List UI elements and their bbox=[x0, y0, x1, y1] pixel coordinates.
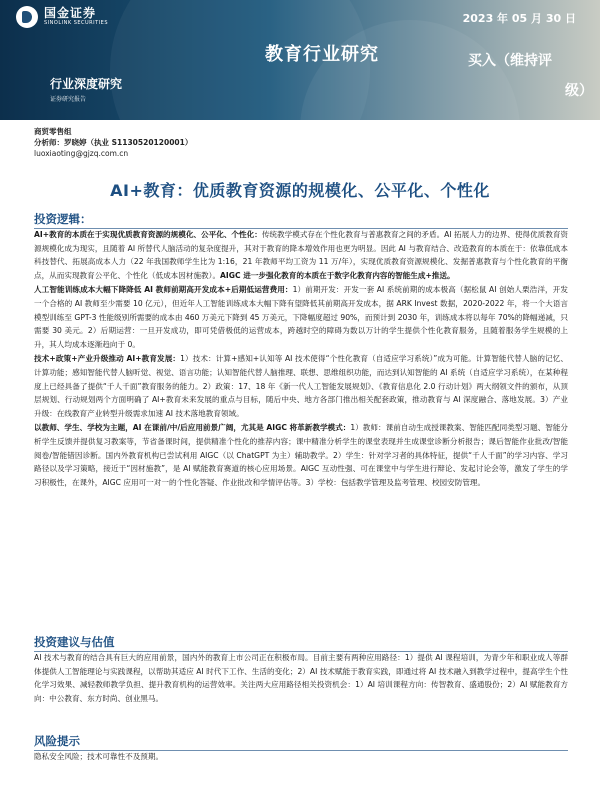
analyst-team: 商贸零售组 bbox=[34, 127, 72, 136]
report-title: 教育行业研究 bbox=[265, 44, 379, 65]
paragraph-text: 传统教学模式存在个性化教育与普惠教育之间的矛盾。AI 拓展人力的边界、使得优质教育资源规模化成为现实，且随着 AI 所替代人脑活动的复杂度提升，其对于教育的降本增效作用也更为明显。因此 AI 与教育结合、改造教育的本质在于：依靠低成本科技替代、拓展高成本人力（22 年我国教师学生比为 1:16，21 年教师平均工资为 11 万/年），实现优质教育资源规模化、发掘普惠教育与个性化教育的平衡点，从而实现教育公平化、个性化（低成本因材施教）。 bbox=[34, 230, 569, 280]
logo-icon bbox=[16, 6, 38, 28]
paragraph: 隐私安全风险；技术可靠性不及预期。 bbox=[34, 752, 164, 761]
logo-name-cn: 国金证券 bbox=[44, 6, 97, 20]
paragraph-lead: 技术+政策+产业升级推动 AI+教育发展： bbox=[34, 354, 181, 364]
rating-line-2: 级） bbox=[565, 83, 593, 99]
paragraph-lead: 以教师、学生、学校为主题，AI 在课前/中/后应用前景广阔，尤其是 AIGC 将革新教学模式： bbox=[34, 423, 351, 433]
analyst-block bbox=[34, 126, 192, 159]
section-title-advice: 投资建议与估值 bbox=[34, 634, 568, 652]
report-subtype: 证券研究报告 bbox=[50, 96, 87, 103]
company-logo bbox=[16, 6, 108, 28]
section-title-risk: 风险提示 bbox=[34, 733, 568, 751]
rating bbox=[468, 46, 593, 106]
rating-line-1: 买入（维持评 bbox=[468, 53, 552, 69]
report-date: 2023 年 05 月 30 日 bbox=[462, 12, 576, 25]
report-header bbox=[0, 0, 600, 120]
paragraph bbox=[34, 228, 568, 282]
paragraph bbox=[34, 352, 568, 420]
analyst-name: 分析师：罗晓婷（执业 S1130520120001） bbox=[34, 138, 193, 147]
paragraph-text: 1）教师：课前自动生成授课教案、智能匹配同类型习题、智能分析学生反馈并提供复习教案等，节省备课时间，提供精准个性化的推荐内容；课中精准分析学生的课堂表现并生成课堂诊断分析报告；课后智能作业批改/智能阅卷/智能错因诊断。国内外教育机构已尝试利用 AIGC（以 ChatGPT 为主）辅助教学。2）学生：针对学习者的具体特征，提供“千人千面”的学习内容、学习路径以及学习策略，接近于“因材施教”，是 AI 赋能教育赛道的核心应用场景。AIGC 互动性强、可在课堂中与学生进行辩论、发起讨论会等，激发了学生的学习积极性，在课外，AIGC 应用可一对一的个性化答疑、作业批改和学情评估等。3）学校：包括教学管理及监考管理、校园安防管理。 bbox=[34, 423, 569, 487]
section-title-logic: 投资逻辑： bbox=[34, 211, 568, 229]
paragraph: AI 技术与教育的结合具有巨大的应用前景，国内外的教育上市公司正在积极布局。目前主要有两种应用路径：1）提供 AI 课程培训，为青少年和职业成人等群体提供人工智能理论与实践课程，以帮助其适应 AI 时代下工作、生活的变化；2）AI 技术赋能于教育实践，即通过将 AI 技术融入到教学过程中，提高学生个性化学习效果、减轻教师教学负担、提升教育机构的运营效率。关注两大应用路径相关投资机会：1）AI 培训课程方向：传智教育、盛通股份；2）AI 赋能教育方向：中公教育、东方时尚、创业黑马。 bbox=[34, 653, 568, 703]
logo-name-en: SINOLINK SECURITIES bbox=[44, 20, 108, 26]
paragraph bbox=[34, 421, 568, 489]
section-body-advice bbox=[34, 651, 568, 706]
paragraph-text: 1）技术：计算+感知+认知等 AI 技术使得“个性化教育（自适应学习系统）”成为可能。计算智能代替人脑的记忆、计算功能；感知智能代替人脑听觉、视觉、语言功能；认知智能代替人脑推理、联想、思维组织功能，而达到认知智能的 AI 系统（自适应学习系统），在某种程度上已经具备了提供“千人千面”教育服务的能力。2）政策：17、18 年《新一代人工智能发展规划》、《教育信息化 2.0 行动计划》两大纲领文件的颁布，从顶层规划、行动规划两个方面明确了 AI+教育未来发展的重点与目标，随后中央、地方各部门推出相关配套政策，推动教育与 AI 深度融合、落地发展。3）产业升级：在线教育产业转型升级需求加速 AI 技术落地教育领域。 bbox=[34, 354, 568, 418]
report-headline: AI+教育：优质教育资源的规模化、公平化、个性化 bbox=[110, 181, 490, 200]
section-body-risk bbox=[34, 750, 568, 765]
paragraph-tail: AIGC 进一步强化教育的本质在于数字化教育内容的智能生成+推送。 bbox=[220, 270, 455, 280]
paragraph bbox=[34, 283, 568, 351]
report-type: 行业深度研究 bbox=[50, 77, 123, 91]
paragraph-lead: 人工智能训练成本大幅下降降低 AI 教师前期高开发成本+后期低运营费用： bbox=[34, 285, 293, 295]
section-body-logic bbox=[34, 228, 568, 490]
analyst-email[interactable]: luoxiaoting@gjzq.com.cn bbox=[34, 149, 129, 158]
paragraph-lead: AI+教育的本质在于实现优质教育资源的规模化、公平化、个性化： bbox=[34, 230, 262, 239]
paragraph-text: 1）前期开发：开发一套 AI 系统前期的成本极高（据松鼠 AI 创始人栗浩洋，开发一个合格的 AI 教师至少需要 10 亿元），但近年人工智能训练成本大幅下降有望降低其前期高开发成本，据 ARK Invest 数据，2020-2022 年，将一个大语言模型训练至 GPT-3 性能级别所需要的成本由 460 万美元下降到 45 万美元，下降幅度超过 90%，而预计到 2030 年，训练成本将以每年 70%的降幅递减，只需要 30 美元。2）后期运营：一旦开发成功，即可凭借极低的运营成本，跨越时空的障碍为数以万计的学生提供个性化教育服务，且随着服务学生规模的上升，其人均成本逐渐趋向于 0。 bbox=[34, 285, 568, 349]
